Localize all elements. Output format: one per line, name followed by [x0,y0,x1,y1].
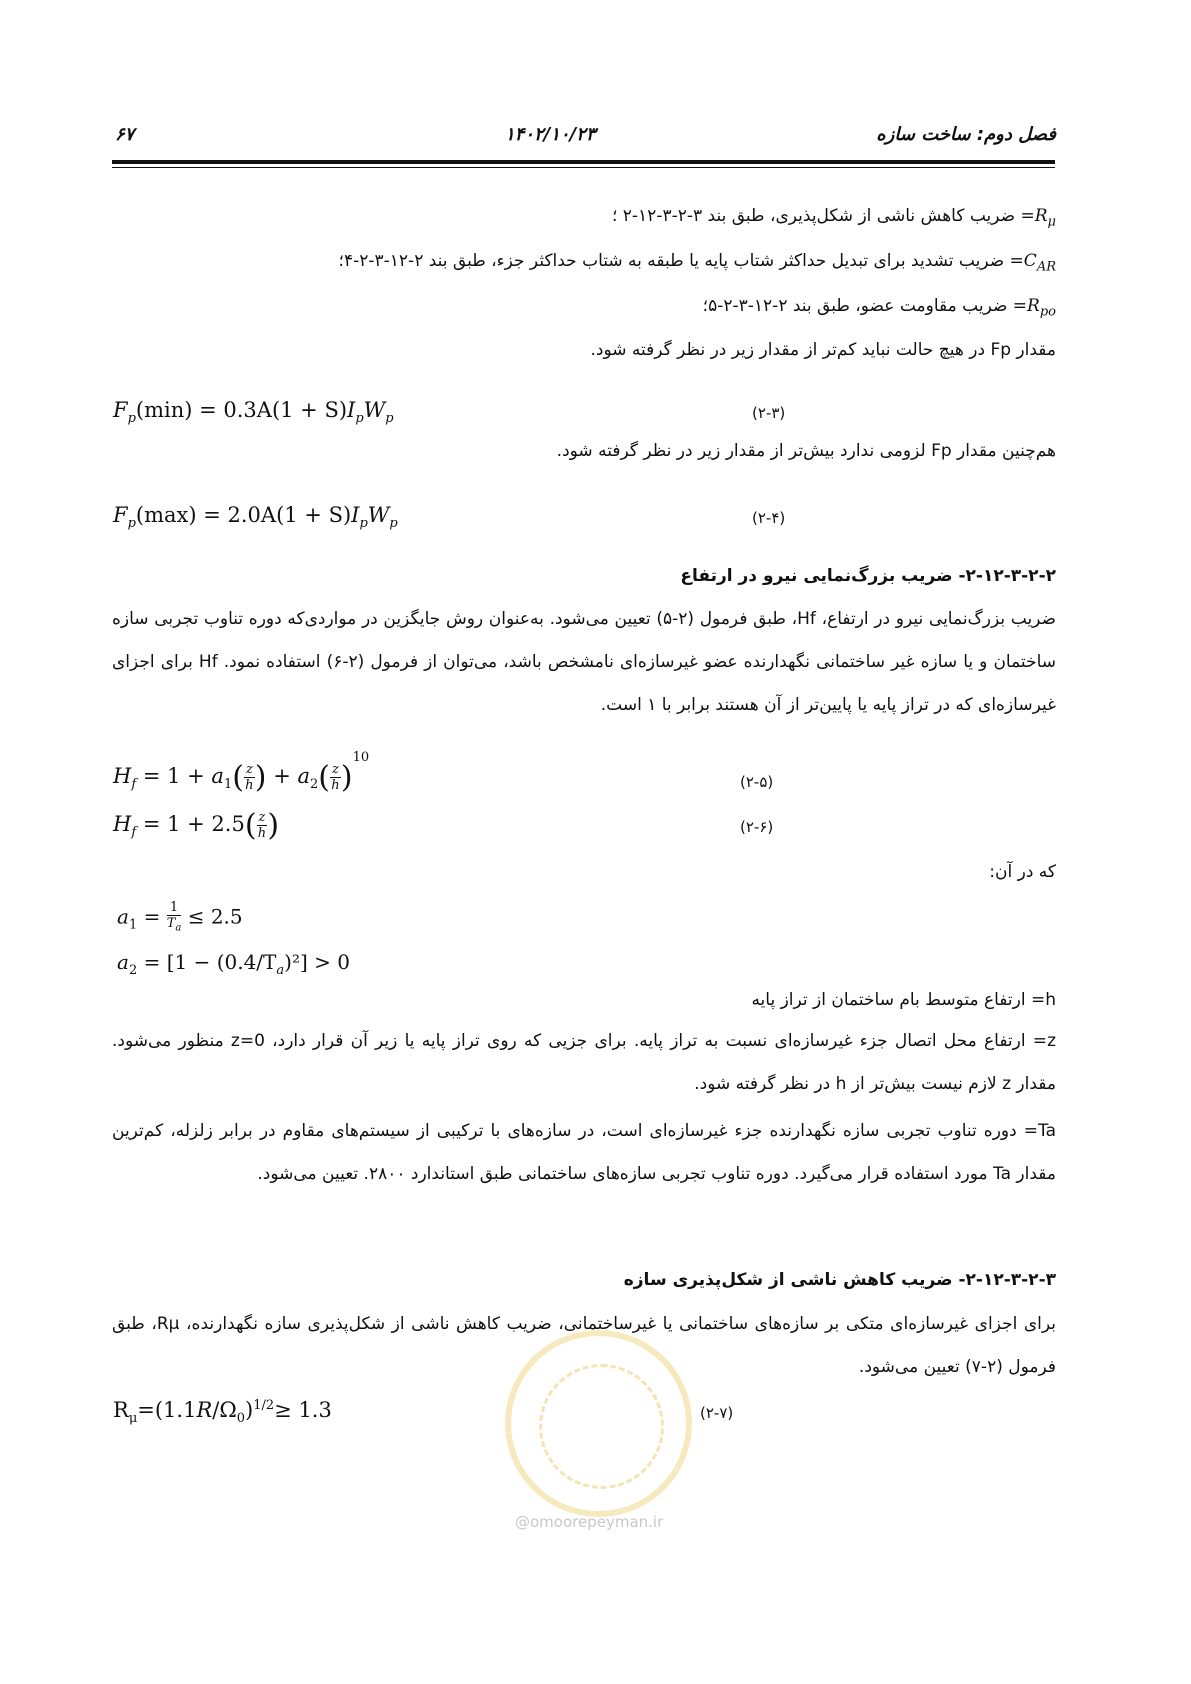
def-r-mu [612,206,1056,229]
equation-fp-max: $F_p(\max) = 2.0A(1 + S)I_pW_p$ [113,503,398,532]
def-text: = ضریب تشدید برای تبدیل حداکثر شتاب پایه یا طبقه به شتاب حداکثر جزء، طبق بند ۲-۱۲-۳-۲-۴؛ [338,251,1024,271]
equation-number: (۲-۵) [740,773,774,791]
def-text: = ضریب کاهش ناشی از شکل‌پذیری، طبق بند ۳-۲-۳-۱۲-۲ ؛ [611,206,1035,226]
ta-definition: Ta= دوره تناوب تجربی سازه نگهدارنده جزء غیرسازه‌ای است، در سازه‌های با ترکیبی از سیستم‌های مقاوم در برابر زلزله، کم‌ترین مقدار Ta مورد استفاده قرار می‌گیرد. دوره تناوب تجربی سازه‌های ساختمانی طبق استاندارد ۲۸۰۰. تعیین می‌شود. [112,1121,1056,1184]
header-rule-thin [112,167,1055,168]
equation-number: (۲-۳) [752,404,786,422]
def-symbol: $R_{po}$ [1027,296,1056,320]
z-definition: z= ارتفاع محل اتصال جزء غیرسازه‌ای نسبت به تراز پایه. برای جزیی که روی تراز پایه یا زیر آن قرار دارد، z=0 منظور می‌شود. مقدار z لازم نیست بیش‌تر از h در نظر گرفته شود. [112,1031,1056,1094]
def-car [339,251,1056,274]
equation-r-mu: $R_\mu=(1.1R/\Omega_0)^{1/2}\ge 1.3$ [113,1398,332,1427]
header-rule-thick [112,160,1055,164]
watermark-url: @omoorepeyman.ir [515,1513,664,1531]
equation-a2: $a_2 = [1 - (0.4/T_a)^2] > 0$ [117,950,350,978]
equation-hf-5: $H_f = 1 + a_1$( $\frac{z}{h}$ ) + $a_2$( $\frac{z}{h}$ )$^{10}$ [113,750,370,795]
equation-hf-6: $H_f = 1 + 2.5$( $\frac{z}{h}$ ) [113,808,280,843]
section-body: برای اجزای غیرسازه‌ای متکی بر سازه‌های ساختمانی یا غیرساختمانی، ضریب کاهش ناشی از شکل‌پذیری سازه نگهدارنده، Rμ، طبق فرمول (۲-۷) تعیین می‌شود. [112,1314,1056,1377]
def-symbol: $R_\mu$ [1034,206,1056,230]
max-text: هم‌چنین مقدار Fp لزومی ندارد بیش‌تر از مقدار زیر در نظر گرفته شود. [556,441,1056,461]
h-definition: h= ارتفاع متوسط بام ساختمان از تراز پایه [751,990,1056,1010]
section-heading: ۲-۱۲-۳-۲-۲- ضریب بزرگ‌نمایی نیرو در ارتفاع [680,566,1056,586]
watermark-seal [505,1330,692,1517]
equation-number: (۲-۷) [700,1404,734,1422]
header-date: ۱۴۰۲/۱۰/۲۳ [505,124,596,145]
section-heading: ۲-۱۲-۳-۲-۳- ضریب کاهش ناشی از شکل‌پذیری سازه [623,1270,1056,1290]
section-body: ضریب بزرگ‌نمایی نیرو در ارتفاع، Hf، طبق فرمول (۲-۵) تعیین می‌شود. به‌عنوان روش جایگزین در مواردی‌که دوره تناوب تجربی سازه ساختمان و یا سازه غیر ساختمانی نگهدارنده عضو غیرسازه‌ای نامشخص باشد، می‌توان از فرمول (۲-۶) استفاده نمود. Hf برای اجزای غیرسازه‌ای که در تراز پایه یا پایین‌تر از آن هستند برابر با ۱ است. [112,609,1056,715]
min-text: مقدار Fp در هیچ حالت نباید کم‌تر از مقدار زیر در نظر گرفته شود. [590,340,1056,360]
page-number: ۶۷ [115,124,135,145]
equation-number: (۲-۶) [740,818,774,836]
equation-number: (۲-۴) [752,509,786,527]
chapter-title: فصل دوم: ساخت سازه [876,124,1056,145]
where-label: که در آن: [989,862,1056,882]
equation-a1: $a_1$ = $\frac{1}{T_a}$ ≤ 2.5 [117,900,243,934]
def-rpo [703,296,1056,319]
def-symbol: $C_{AR}$ [1023,251,1056,275]
def-text: = ضریب مقاومت عضو، طبق بند ۲-۱۲-۳-۲-۵؛ [702,296,1028,316]
equation-fp-min: $F_p(\min) = 0.3A(1 + S)I_pW_p$ [113,398,394,427]
